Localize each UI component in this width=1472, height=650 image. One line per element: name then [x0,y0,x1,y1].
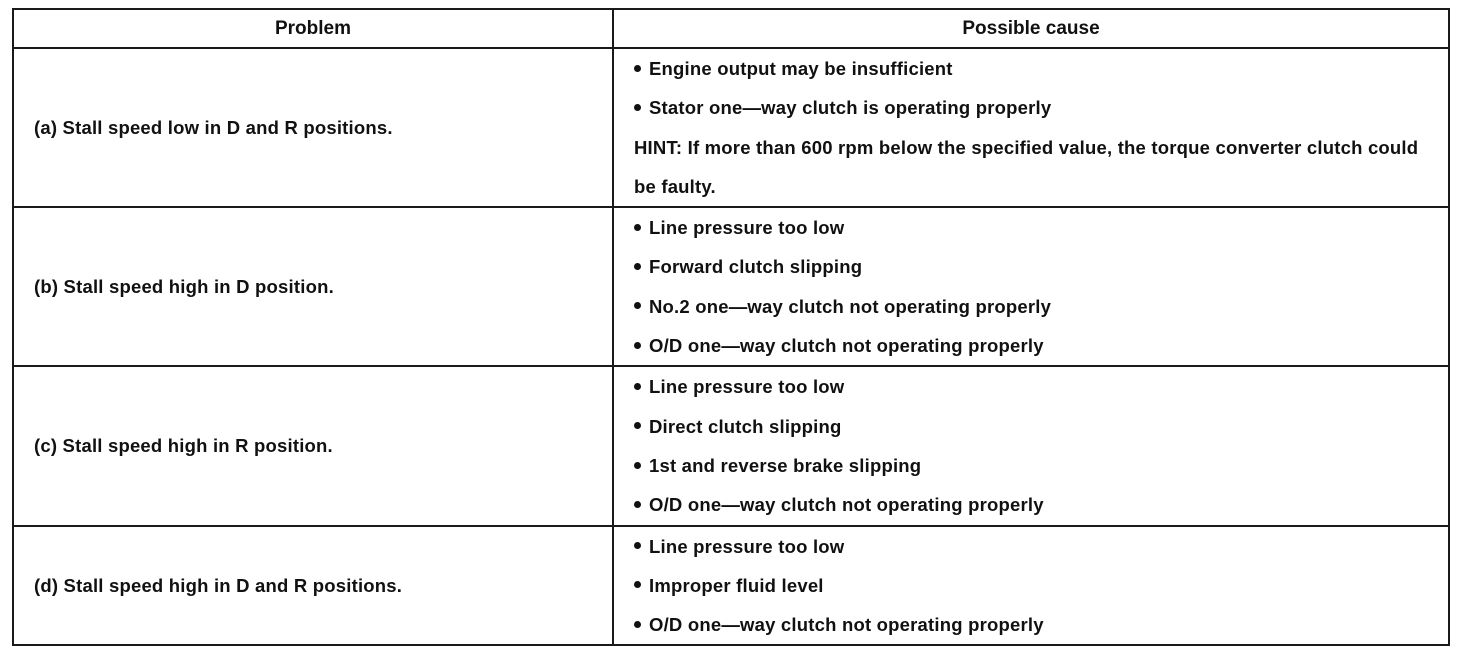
cause-item [634,407,1434,446]
cause-item [634,49,1434,88]
cause-text: O/D one—way clutch not operating properly [649,335,1044,357]
cause-item [634,367,1434,406]
bullet-icon [634,621,641,628]
bullet-icon [634,342,641,349]
bullet-icon [634,65,641,72]
cause-item [634,287,1434,326]
table-row [13,526,1449,646]
cause-text: 1st and reverse brake slipping [649,454,922,476]
problem-cell: (b) Stall speed high in D position. [13,207,613,366]
cause-text: Direct clutch slipping [649,415,842,437]
bullet-icon [634,224,641,231]
table-header-row [13,9,1449,48]
bullet-icon [634,383,641,390]
cause-item [634,485,1434,524]
bullet-icon [634,302,641,309]
cause-item [634,527,1434,566]
cause-item [634,446,1434,485]
cause-text: No.2 one—way clutch not operating properly [649,295,1052,317]
header-problem: Problem [13,9,613,48]
cause-text: O/D one—way clutch not operating properly [649,494,1044,516]
cause-text: Forward clutch slipping [649,256,863,278]
table-row [13,207,1449,366]
cause-item [634,208,1434,247]
table-row [13,48,1449,207]
bullet-icon [634,104,641,111]
cause-cell [613,207,1449,366]
hint-note: HINT: If more than 600 rpm below the specified value, the torque converter clutch could be faulty. [634,136,1419,197]
problem-cell: (d) Stall speed high in D and R positions. [13,526,613,646]
cause-text: Line pressure too low [649,217,845,239]
cause-cell [613,366,1449,525]
cause-text: Engine output may be insufficient [649,58,953,79]
table-row [13,366,1449,525]
bullet-icon [634,422,641,429]
bullet-icon [634,542,641,549]
bullet-icon [634,263,641,270]
cause-item [634,566,1434,605]
cause-text: Stator one—way clutch is operating properly [649,97,1052,119]
cause-item [634,247,1434,286]
problem-cell: (a) Stall speed low in D and R positions. [13,48,613,207]
cause-cell [613,526,1449,646]
bullet-icon [634,501,641,508]
cause-text: Improper fluid level [649,574,824,596]
cause-text: O/D one—way clutch not operating properly [649,614,1044,636]
cause-text: Line pressure too low [649,376,845,398]
cause-item [634,326,1434,365]
stall-test-table [12,8,1450,646]
cause-cell [613,48,1449,207]
cause-text: Line pressure too low [649,535,845,557]
header-possible-cause: Possible cause [613,9,1449,48]
cause-item [634,605,1434,644]
cause-item [634,88,1434,127]
bullet-icon [634,581,641,588]
problem-cell: (c) Stall speed high in R position. [13,366,613,525]
bullet-icon [634,462,641,469]
